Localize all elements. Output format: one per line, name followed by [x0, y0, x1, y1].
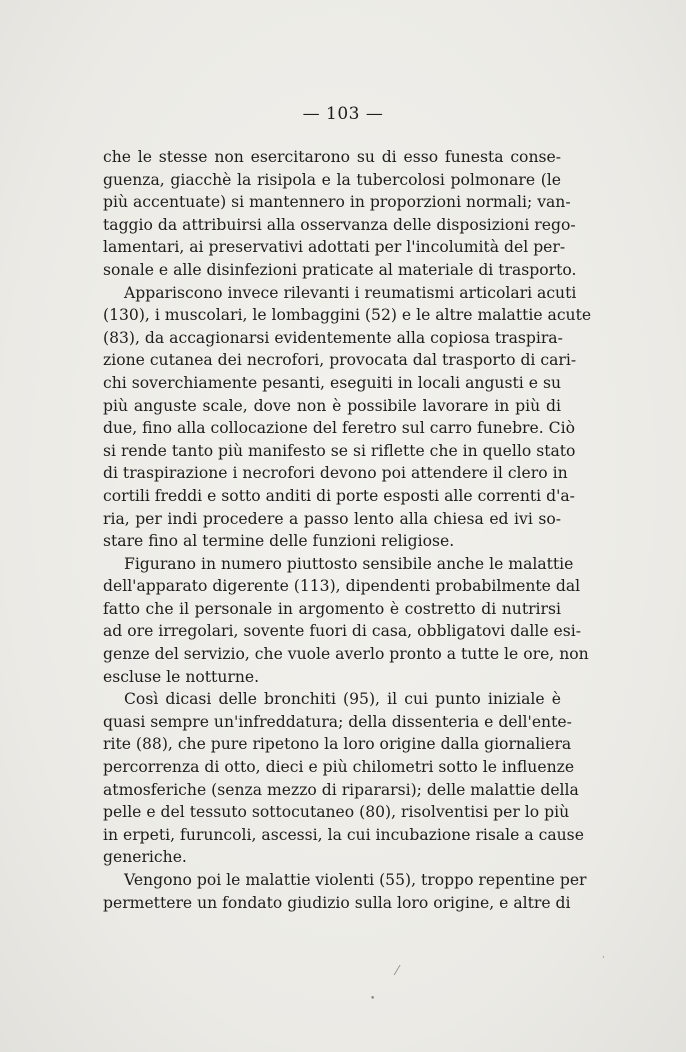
text-line: Figurano in numero piuttosto sensibile anche le malattie: [124, 554, 574, 573]
text-line: in erpeti, furuncoli, ascessi, la cui incubazione risale a cause: [103, 825, 584, 844]
text-line: taggio da attribuirsi alla osservanza delle disposizioni rego-: [103, 215, 576, 234]
text-line: lamentari, ai preservativi adottati per l'incolumità del per-: [103, 238, 566, 257]
text-line: cortili freddi e sotto anditi di porte esposti alle correnti d'a-: [103, 486, 575, 505]
text-line: fatto che il personale in argomento è costretto di nutrirsi: [103, 599, 561, 618]
text-line: ad ore irregolari, sovente fuori di casa, obbligatovi dalle esi-: [103, 622, 582, 641]
text-line: (130), i muscolari, le lombaggini (52) e le altre malattie acute: [103, 306, 592, 325]
body-text: [103, 146, 592, 914]
scan-speck: ⁄: [396, 964, 399, 979]
paragraph: [103, 282, 592, 553]
text-line: (83), da accagionarsi evidentemente alla copiosa traspira-: [103, 328, 563, 347]
text-line: più accentuate) si mantennero in proporzioni normali; van-: [103, 193, 571, 212]
text-line: generiche.: [103, 848, 187, 867]
paragraph: [103, 869, 587, 914]
scan-speck: ˈ: [602, 956, 605, 966]
text-line: quasi sempre un'infreddatura; della dissenteria e dell'ente-: [103, 712, 572, 731]
page-number: — 103 —: [302, 104, 384, 124]
text-line: guenza, giacchè la risipola e la tubercolosi polmonare (le: [103, 170, 561, 189]
text-line: ria, per indi procedere a passo lento alla chiesa ed ivi so-: [103, 509, 561, 528]
paragraph: [103, 146, 577, 282]
text-line: permettere un fondato giudizio sulla loro origine, e altre di: [103, 893, 571, 912]
text-line: percorrenza di otto, dieci e più chilometri sotto le influenze: [103, 758, 575, 777]
text-line: che le stesse non esercitarono su di esso funesta conse-: [103, 148, 561, 166]
text-line: genze del servizio, che vuole averlo pronto a tutte le ore, non: [103, 645, 589, 664]
text-line: rite (88), che pure ripetono la loro origine dalla giornaliera: [103, 735, 572, 754]
text-line: sonale e alle disinfezioni praticate al materiale di trasporto.: [103, 260, 577, 279]
paragraph: [103, 688, 584, 869]
text-line: escluse le notturne.: [103, 667, 260, 686]
scan-speck: •: [370, 994, 376, 1004]
text-line: si rende tanto più manifesto se si riflette che in quello stato: [103, 441, 576, 460]
text-line: Appariscono invece rilevanti i reumatismi articolari acuti: [124, 283, 577, 302]
text-line: di traspirazione i necrofori devono poi attendere il clero in: [103, 464, 568, 483]
text-line: chi soverchiamente pesanti, eseguiti in locali angusti e su: [103, 373, 561, 392]
text-line: zione cutanea dei necrofori, provocata dal trasporto di cari-: [103, 351, 577, 370]
text-line: due, fino alla collocazione del feretro sul carro funebre. Ciò: [103, 419, 575, 438]
text-line: pelle e del tessuto sottocutaneo (80), risolventisi per lo più: [103, 803, 570, 822]
text-line: più anguste scale, dove non è possibile lavorare in più di: [103, 396, 561, 415]
text-line: atmosferiche (senza mezzo di ripararsi); delle malattie della: [103, 780, 579, 799]
paragraph: [103, 553, 589, 689]
text-line: Così dicasi delle bronchiti (95), il cui punto iniziale è: [124, 690, 561, 709]
text-line: Vengono poi le malattie violenti (55), troppo repentine per: [124, 871, 587, 889]
text-line: dell'apparato digerente (113), dipendenti probabilmente dal: [103, 577, 581, 596]
text-line: stare fino al termine delle funzioni religiose.: [103, 532, 455, 551]
